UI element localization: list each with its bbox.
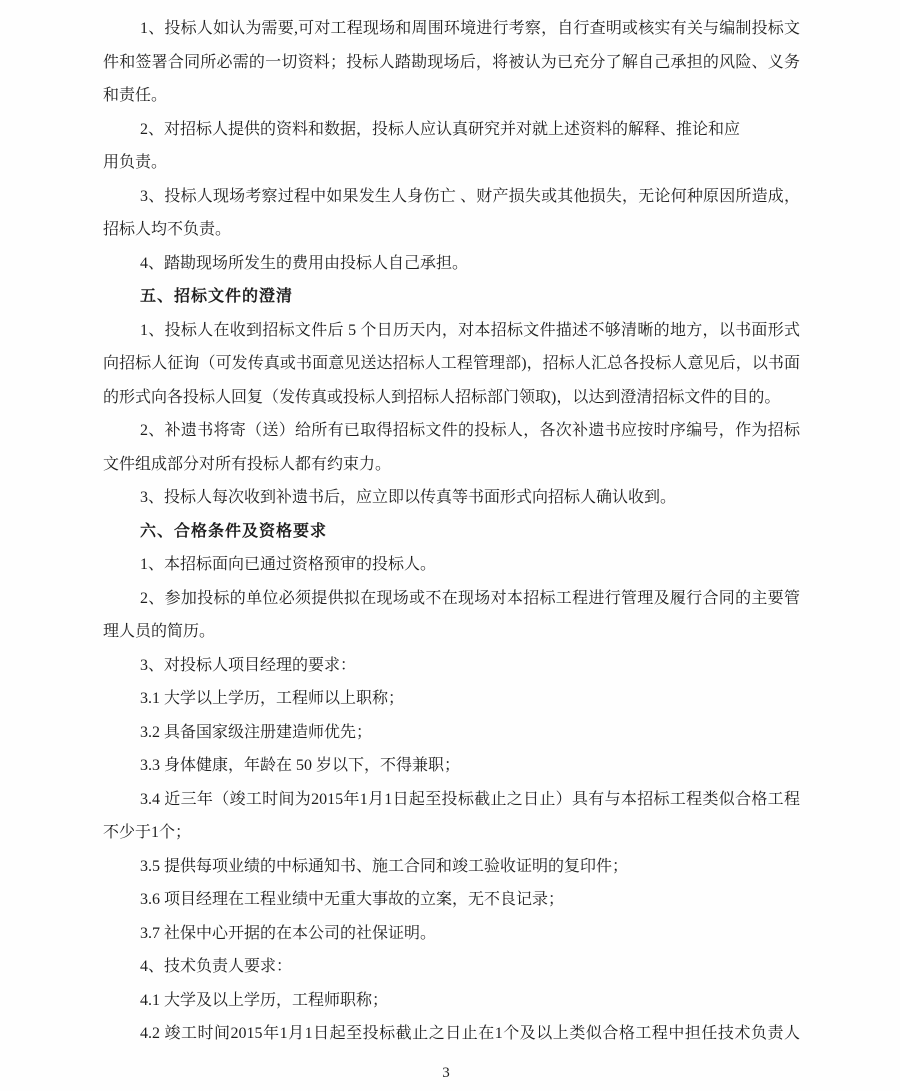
- paragraph-line: 4、踏勘现场所发生的费用由投标人自己承担。: [140, 254, 469, 272]
- paragraph-line: 3、投标人现场考察过程中如果发生人身伤亡 、财产损失或其他损失，无论何种原因所造成，: [140, 187, 800, 205]
- paragraph-line: 3.5 提供每项业绩的中标通知书、施工合同和竣工验收证明的复印件；: [140, 857, 629, 875]
- paragraph-line: 理人员的简历。: [103, 623, 216, 640]
- paragraph-line: 招标人均不负责。: [103, 221, 232, 238]
- paragraph-line: 4、技术负责人要求：: [140, 958, 293, 975]
- paragraph-line: 4.2 竣工时间2015年1月1日起至投标截止之日止在1个及以上类似合格工程中担任技术负责人: [140, 1025, 800, 1042]
- paragraph-line: 1、本招标面向已通过资格预审的投标人。: [140, 556, 437, 573]
- paragraph-line: 用负责。: [103, 154, 168, 171]
- paragraph-line: 文件组成部分对所有投标人都有约束力。: [103, 455, 392, 473]
- paragraph-line: 3.7 社保中心开据的在本公司的社保证明。: [140, 924, 437, 942]
- paragraph-line: 1、投标人在收到招标文件后 5 个日历天内，对本招标文件描述不够清晰的地方，以书面形式: [140, 321, 800, 339]
- paragraph-line: 1、投标人如认为需要,可对工程现场和周围环境进行考察，自行查明或核实有关与编制投标文: [140, 20, 800, 37]
- page-number: 3: [442, 1065, 450, 1081]
- paragraph-line: 3.2 具备国家级注册建造师优先；: [140, 723, 373, 741]
- paragraph-line: 2、参加投标的单位必须提供拟在现场或不在现场对本招标工程进行管理及履行合同的主要管: [140, 589, 800, 607]
- paragraph-line: 的形式向各投标人回复（发传真或投标人到招标人招标部门领取)，以达到澄清招标文件的目的。: [103, 388, 781, 406]
- paragraph-line: 向招标人征询（可发传真或书面意见送达招标人工程管理部)，招标人汇总各投标人意见后，以书面: [103, 355, 800, 372]
- document-body: [103, 12, 800, 1051]
- paragraph-line: 3.6 项目经理在工程业绩中无重大事故的立案，无不良记录；: [140, 891, 565, 908]
- paragraph-line: 和责任。: [103, 87, 168, 104]
- section-heading-clarification: 五、招标文件的澄清: [140, 288, 294, 305]
- paragraph-line: 3、对投标人项目经理的要求：: [140, 656, 357, 674]
- paragraph-line: 不少于1个；: [103, 824, 192, 841]
- paragraph-line: 件和签署合同所必需的一切资料；投标人踏勘现场后，将被认为已充分了解自己承担的风险、义务: [103, 53, 800, 71]
- paragraph-line: 3.3 身体健康，年龄在 50 岁以下，不得兼职；: [140, 757, 461, 774]
- paragraph-line: 3.1 大学以上学历，工程师以上职称；: [140, 690, 405, 707]
- paragraph-line: 2、对招标人提供的资料和数据，投标人应认真研究并对就上述资料的解释、推论和应: [140, 120, 741, 138]
- paragraph-line: 2、补遗书将寄（送）给所有已取得招标文件的投标人，各次补遗书应按时序编号，作为招标: [140, 422, 800, 439]
- paragraph-line: 3.4 近三年（竣工时间为2015年1月1日起至投标截止之日止）具有与本招标工程类似合格工程: [140, 790, 800, 808]
- paragraph-line: 4.1 大学及以上学历，工程师职称；: [140, 991, 389, 1009]
- section-heading-qualification: 六、合格条件及资格要求: [140, 522, 328, 540]
- paragraph-line: 3、投标人每次收到补遗书后，应立即以传真等书面形式向招标人确认收到。: [140, 489, 677, 506]
